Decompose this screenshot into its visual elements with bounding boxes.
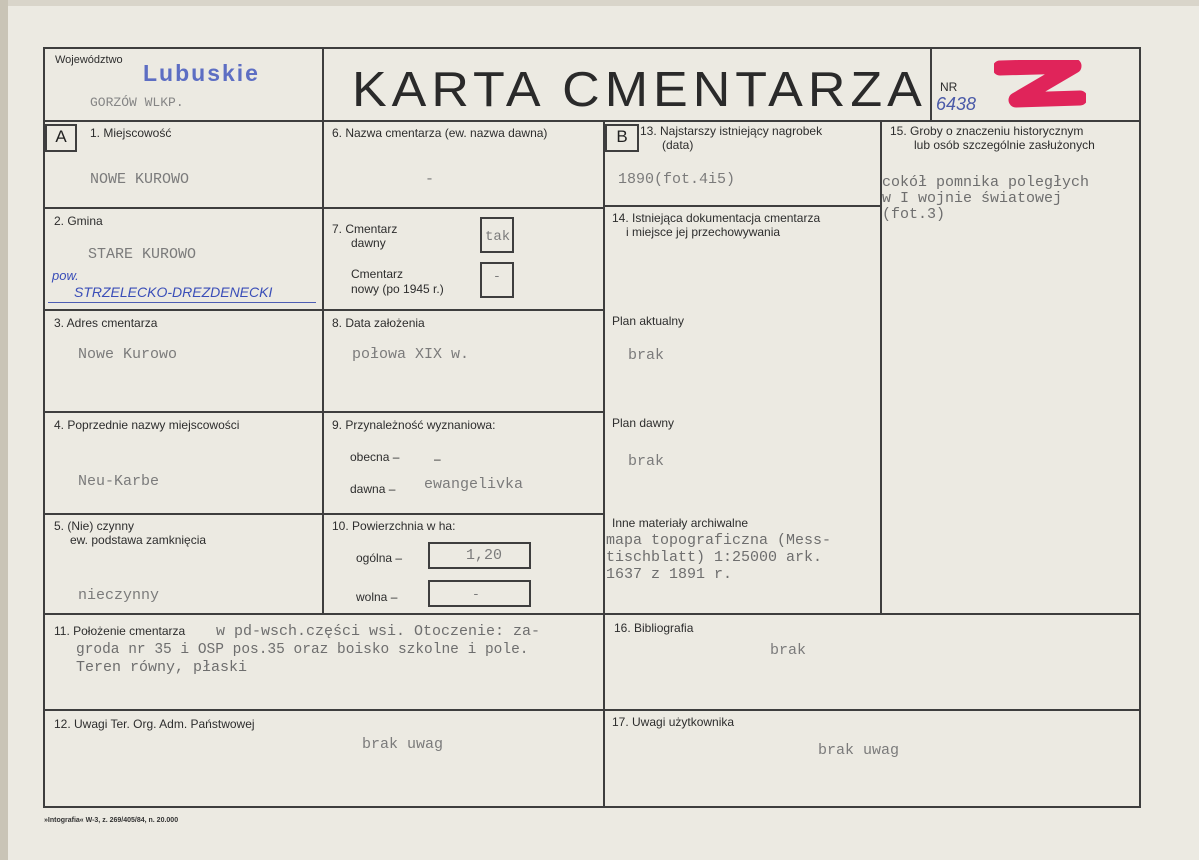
frame-left (43, 47, 45, 808)
field-2-value: STARE KUROWO (88, 246, 197, 263)
field-17-label: 17. Uwagi użytkownika (612, 715, 735, 729)
frame-right (1139, 47, 1141, 808)
field-17-value: brak uwag (818, 742, 900, 759)
inne-materialy-label: Inne materiały archiwalne (612, 516, 749, 530)
voivodeship-stamp: Lubuskie (143, 60, 260, 86)
field-10-ogolna-value: 1,20 (466, 547, 503, 564)
field-14-label: 14. Istniejąca dokumentacja cmentarza (612, 211, 821, 225)
plan-dawny-label: Plan dawny (612, 416, 675, 430)
field-4-label: 4. Poprzednie nazwy miejscowości (54, 418, 240, 432)
divider-col1 (322, 47, 324, 613)
field-1-label: 1. Miejscowość (90, 126, 172, 140)
field-10-ogolna-label: ogólna – (356, 551, 403, 565)
field-3-label: 3. Adres cmentarza (54, 316, 158, 330)
red-z-mark (994, 60, 1086, 110)
field-15-line1: cokół pomnika poległych (882, 174, 1090, 191)
pow-underline (48, 302, 316, 303)
field-9-dawna-label: dawna – (350, 482, 396, 496)
field-10-wolna-value: - (472, 587, 480, 602)
divider-13-14 (603, 205, 881, 207)
field-15-label: 15. Groby o znaczeniu historycznym (890, 124, 1084, 138)
section-a-letter: A (45, 124, 77, 152)
field-11-line3: Teren równy, płaski (76, 659, 248, 676)
field-11-line2: groda nr 35 i OSP pos.35 oraz boisko szkolne i pole. (76, 642, 529, 658)
nr-label: NR (940, 80, 958, 94)
field-4-value: Neu-Karbe (78, 473, 160, 490)
card-title: KARTA CMENTARZA (352, 62, 927, 118)
field-10-wolna-label: wolna – (356, 590, 398, 604)
field-5-sublabel: ew. podstawa zamknięcia (70, 533, 207, 547)
field-13-value: 1890(fot.4i5) (618, 171, 736, 188)
field-6-value: - (425, 171, 435, 188)
field-2-pow-prefix: pow. (52, 268, 79, 283)
field-9-obecna-label: obecna – (350, 450, 400, 464)
nr-value: 6438 (936, 94, 977, 114)
field-11-line1: w pd-wsch.części wsi. Otoczenie: za- (216, 623, 541, 640)
field-16-label: 16. Bibliografia (614, 621, 694, 635)
field-7-nowy-label2: nowy (po 1945 r.) (351, 282, 444, 296)
field-9-dawna-value: ewangelivka (424, 476, 524, 493)
field-7-dawny-label: dawny (351, 236, 386, 250)
field-7-nowy-label1: Cmentarz (351, 267, 404, 281)
field-2-pow-value: STRZELECKO-DREZDENECKI (74, 284, 273, 300)
inne-materialy-line3: 1637 z 1891 r. (606, 566, 733, 583)
plan-aktualny-label: Plan aktualny (612, 314, 685, 328)
field-12-value: brak uwag (362, 736, 444, 753)
field-2-label: 2. Gmina (54, 214, 103, 228)
field-1-value: NOWE KUROWO (90, 171, 190, 188)
printer-footer: »Intografia« W-3, z. 269/405/84, n. 20.000 (44, 817, 179, 824)
plan-aktualny-value: brak (628, 347, 665, 364)
plan-dawny-value: brak (628, 453, 665, 470)
divider-header (43, 120, 1141, 122)
paper-edge-top (0, 0, 1199, 6)
paper-edge-left (0, 0, 8, 860)
field-16-value: brak (770, 642, 807, 659)
voivodeship-old: GORZÓW WLKP. (90, 95, 184, 110)
frame-bottom (43, 806, 1141, 808)
field-9-label: 9. Przynależność wyznaniowa: (332, 418, 496, 432)
field-9-obecna-value: – (434, 452, 441, 466)
divider-col2 (603, 120, 605, 808)
field-14-sublabel: i miejsce jej przechowywania (626, 225, 781, 239)
field-15-line3: (fot.3) (882, 206, 946, 223)
field-8-label: 8. Data założenia (332, 316, 425, 330)
field-15-sublabel: lub osób szczególnie zasłużonych (914, 138, 1095, 152)
field-5-value: nieczynny (78, 587, 160, 604)
divider-lower (43, 613, 1141, 615)
inne-materialy-line1: mapa topograficzna (Mess- (606, 532, 832, 549)
field-11-label: 11. Położenie cmentarza (54, 624, 186, 638)
field-6-label: 6. Nazwa cmentarza (ew. nazwa dawna) (332, 126, 548, 140)
section-b-letter: B (605, 124, 639, 152)
field-5-label: 5. (Nie) czynny (54, 519, 135, 533)
frame-top (43, 47, 1141, 49)
field-7-dawny-value: tak (485, 229, 511, 245)
field-15-line2: w I wojnie światowej (882, 190, 1063, 207)
field-10-label: 10. Powierzchnia w ha: (332, 519, 456, 533)
divider-nr (930, 47, 932, 120)
inne-materialy-line2: tischblatt) 1:25000 ark. (606, 549, 823, 566)
field-3-value: Nowe Kurowo (78, 346, 178, 363)
field-7-label: 7. Cmentarz (332, 222, 398, 236)
field-8-value: połowa XIX w. (352, 346, 470, 363)
field-7-nowy-value: - (493, 269, 501, 284)
field-12-label: 12. Uwagi Ter. Org. Adm. Państwowej (54, 717, 255, 731)
field-13-sublabel: (data) (662, 138, 694, 152)
divider-bottom-rows (43, 709, 1141, 711)
field-13-label: 13. Najstarszy istniejący nagrobek (640, 124, 823, 138)
voivodeship-label: Województwo (55, 54, 123, 66)
